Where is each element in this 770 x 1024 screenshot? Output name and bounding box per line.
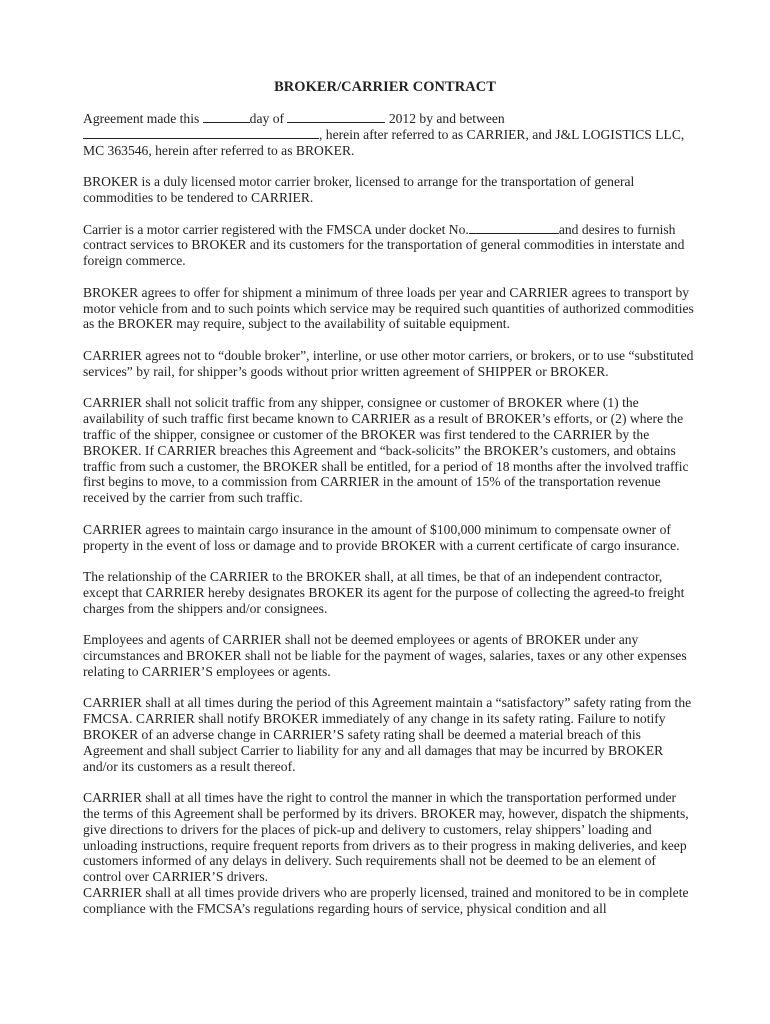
carrier-registered-text-2: and desires to furnish contract services to BROKER and its customers for the transportation of general commodities in interstate and foreign commerce. bbox=[83, 221, 685, 269]
employees-paragraph: Employees and agents of CARRIER shall not be deemed employees or agents of BROKER under any circumstances and BROKER shall not be liable for the payment of wages, salaries, taxes or any other expenses relating to CARRIER’S employees or agents. bbox=[83, 632, 687, 679]
drivers-paragraph: CARRIER shall at all times provide drivers who are properly licensed, trained and monitored to be in complete compliance with the FMCSA’s regulations regarding hours of service, physical condition and all bbox=[83, 885, 689, 916]
double-broker-paragraph: CARRIER agrees not to “double broker”, interline, or use other motor carriers, or brokers, or to use “substituted services” by rail, for shipper’s goods without prior written agreement of SHIPPER or BROKER. bbox=[83, 347, 694, 379]
agreement-paragraph bbox=[83, 111, 695, 158]
carrier-name-blank-field[interactable] bbox=[83, 127, 319, 139]
month-blank-field[interactable] bbox=[287, 111, 385, 123]
day-blank-field[interactable] bbox=[203, 111, 250, 123]
carrier-registered-paragraph bbox=[83, 222, 695, 269]
solicit-paragraph: CARRIER shall not solicit traffic from any shipper, consignee or customer of BROKER where (1) the availability of such traffic first became known to CARRIER as a result of BROKER’s efforts, or (2) where the traffic of the shipper, consignee or customer of the BROKER was first tendered to the CARRIER by the BROKER. If CARRIER breaches this Agreement and “back-solicits” the BROKER’s customers, and obtains traffic from such a customer, the BROKER shall be entitled, for a period of 18 months after the involved traffic first begins to move, to a commission from CARRIER in the amount of 15% of the transportation revenue received by the carrier from such traffic. bbox=[83, 395, 689, 506]
document-body bbox=[83, 111, 695, 917]
docket-number-blank-field[interactable] bbox=[469, 222, 559, 234]
safety-rating-paragraph: CARRIER shall at all times during the period of this Agreement maintain a “satisfactory” safety rating from the FMCSA. CARRIER shall notify BROKER immediately of any change in its safety rating. Failure to notify BROKER of an adverse change in CARRIER’S safety rating shall be deemed a material breach of this Agreement and shall subject Carrier to liability for any and all damages that may be incurred by BROKER and/or its customers as a result thereof. bbox=[83, 695, 692, 774]
carrier-registered-text-1: Carrier is a motor carrier registered with the FMSCA under docket No. bbox=[83, 221, 469, 237]
broker-licensed-paragraph: BROKER is a duly licensed motor carrier broker, licensed to arrange for the transportation of general commodities to be tendered to CARRIER. bbox=[83, 174, 635, 205]
relationship-paragraph: The relationship of the CARRIER to the BROKER shall, at all times, be that of an independent contractor, except that CARRIER hereby designates BROKER its agent for the purpose of collecting the agreed-to freight charges from the shippers and/or consignees. bbox=[83, 569, 685, 616]
agreement-text-1: Agreement made this bbox=[83, 111, 203, 126]
agreement-text-3: 2012 by and between bbox=[385, 111, 505, 126]
control-paragraph: CARRIER shall at all times have the right to control the manner in which the transportation performed under the terms of this Agreement shall be performed by its drivers. BROKER may, however, dispatch the shipments, give directions to drivers for the places of pick-up and delivery to customers, relay shippers’ loading and unloading instructions, require frequent reports from drivers as to their progress in making deliveries, and keep customers informed of any delays in delivery. Such requirements shall not be deemed to be an element of control over CARRIER’S drivers. bbox=[83, 790, 689, 885]
broker-agrees-paragraph: BROKER agrees to offer for shipment a minimum of three loads per year and CARRIER agrees to transport by motor vehicle from and to such points which service may be required such quantities of authorized commodities as the BROKER may require, subject to the availability of suitable equipment. bbox=[83, 284, 694, 332]
agreement-text-2: day of bbox=[249, 111, 288, 126]
document-title: BROKER/CARRIER CONTRACT bbox=[274, 79, 496, 95]
insurance-paragraph: CARRIER agrees to maintain cargo insurance in the amount of $100,000 minimum to compensate owner of property in the event of loss or damage and to provide BROKER with a current certificate of cargo insurance. bbox=[83, 521, 680, 553]
agreement-text-4: , herein after referred to as CARRIER, and J&L LOGISTICS LLC, MC 363546, herein after referred to as BROKER. bbox=[83, 126, 685, 158]
